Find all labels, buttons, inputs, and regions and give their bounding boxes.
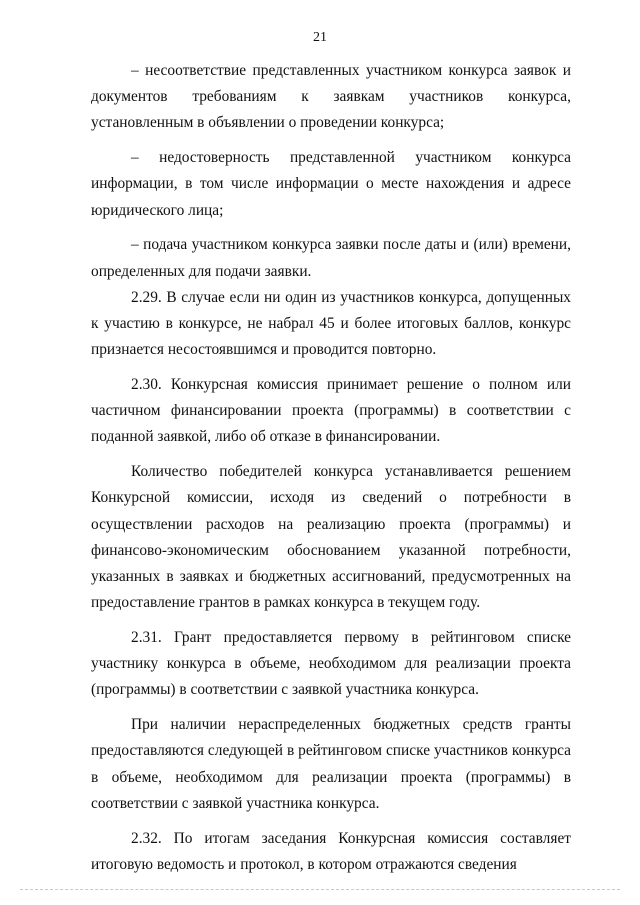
paragraph-unreliable-info-item: – недостоверность представленной участником конкурса информации, в том числе информации о месте нахождения и адресе юридического лица; (91, 149, 571, 219)
paragraph-2-30: 2.30. Конкурсная комиссия принимает решение о полном или частичном финансировании проекта (программы) в соответствии с поданной заявкой, либо об отказе в финансировании. (91, 376, 571, 446)
paragraph-2-32: 2.32. По итогам заседания Конкурсная комиссия составляет итоговую ведомость и протокол, в котором отражаются сведения (91, 829, 571, 873)
paragraph-2-29: 2.29. В случае если ни один из участников конкурса, допущенных к участию в конкурсе, не набрал 45 и более итоговых баллов, конкурс признается несостоявшимся и проводится повторно. (91, 288, 571, 359)
paragraph-2-31: 2.31. Грант предоставляется первому в рейтинговом списке участнику конкурса в объеме, необходимом для реализации проекта (программы) в соответствии с заявкой участника конкурса. (91, 629, 571, 699)
bottom-divider (20, 889, 620, 890)
page-number: 21 (313, 30, 327, 45)
paragraph-winners-count: Количество победителей конкурса устанавливается решением Конкурсной комиссии, исходя из сведений о потребности в осуществлении расходов на реализацию проекта (программы) и финансово-экономическим обоснованием указанной потребности, указанных в заявках и бюджетных ассигнований, предусмотренных на предоставление грантов в рамках конкурса в текущем году. (91, 463, 571, 612)
paragraph-mismatch-item: – несоответствие представленных участником конкурса заявок и документов требованиям к заявкам участников конкурса, установленным в объявлении о проведении конкурса; (91, 62, 571, 132)
paragraph-undistributed-funds: При наличии нераспределенных бюджетных средств гранты предоставляются следующей в рейтинговом списке участников конкурса в объеме, необходимом для реализации проекта (программы) в соответствии с заявкой участника конкурса. (91, 716, 571, 812)
document-body (91, 58, 571, 878)
paragraph-late-submission-item: – подача участником конкурса заявки после даты и (или) времени, определенных для подачи заявки. (91, 236, 571, 280)
